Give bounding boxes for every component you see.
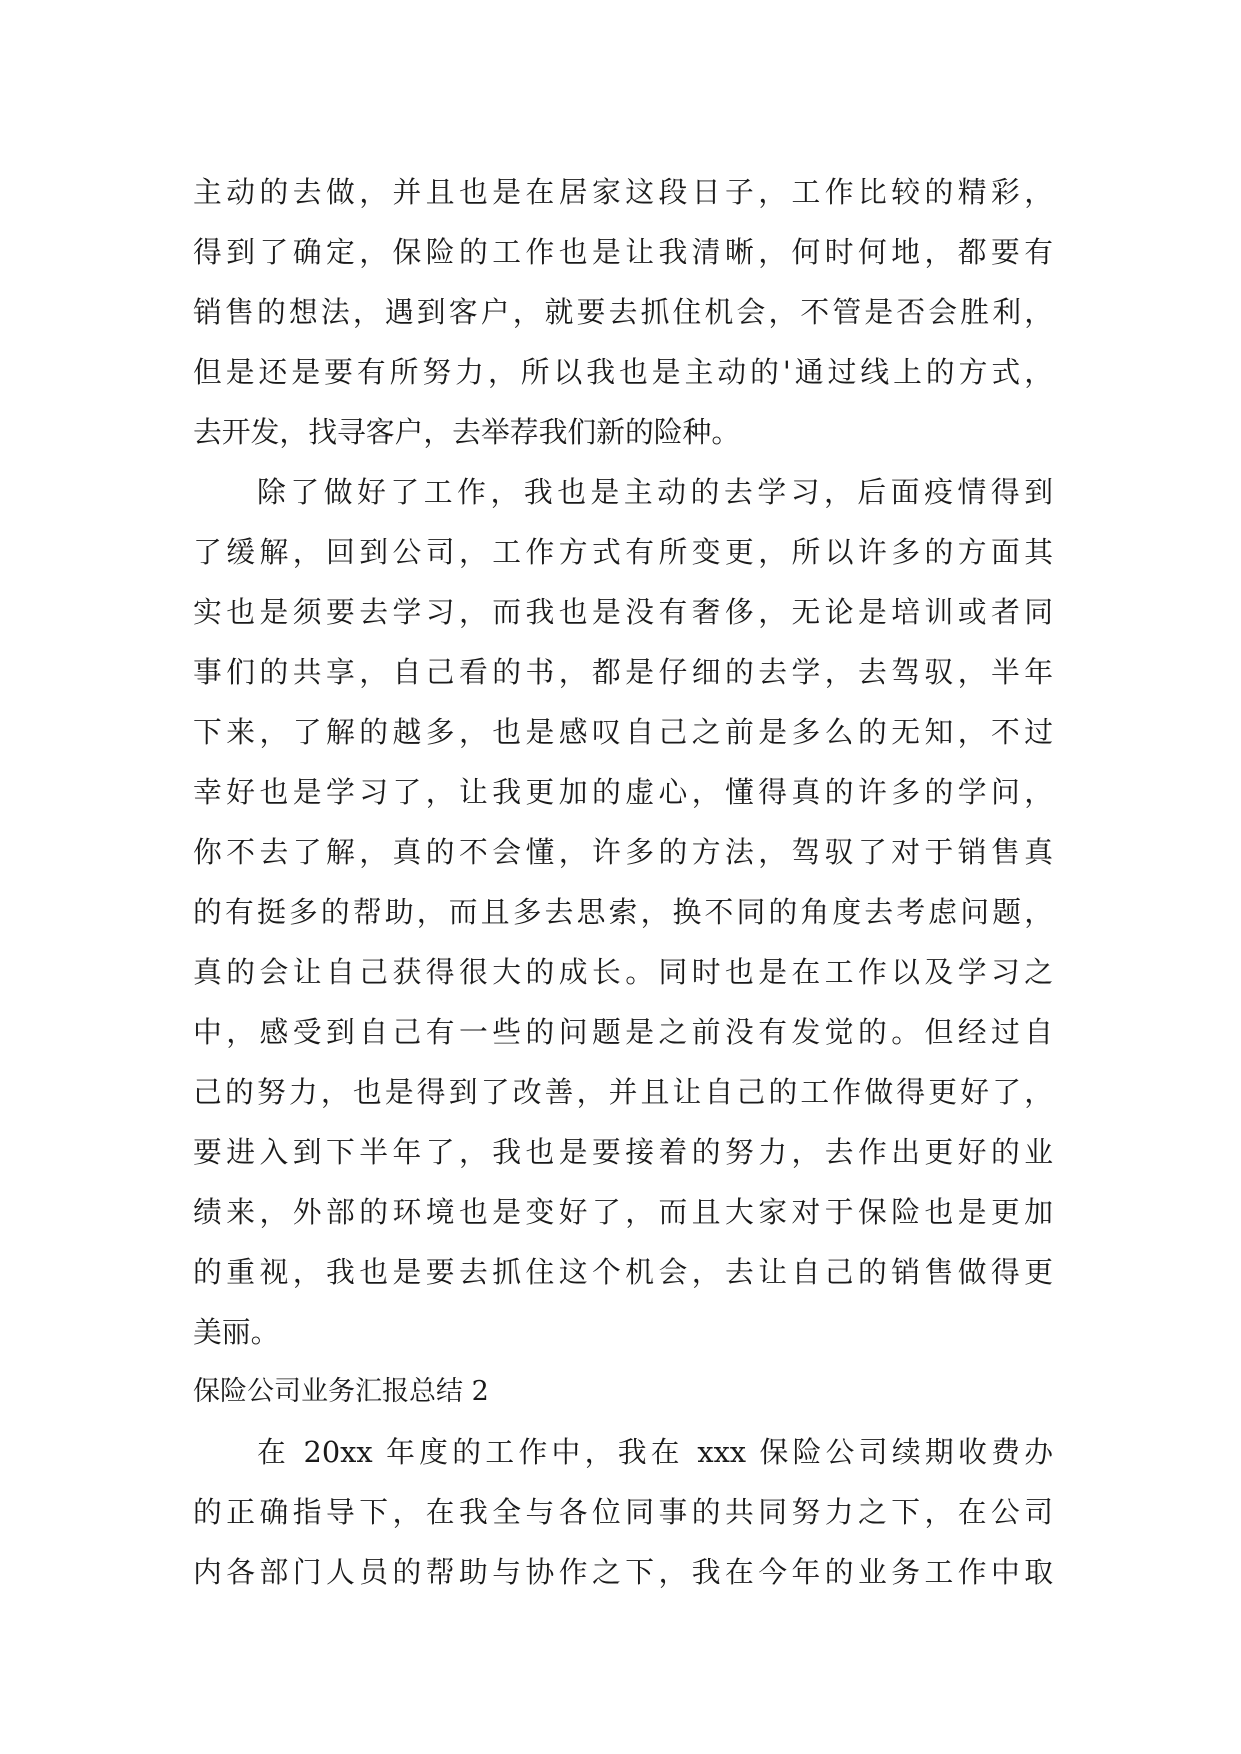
text-line: 去开发，找寻客户，去举荐我们新的险种。 — [193, 415, 741, 449]
text-line: 的有挺多的帮助，而且多去思索，换不同的角度去考虑问题， — [193, 895, 1053, 929]
text-line: 主动的去做，并且也是在居家这段日子，工作比较的精彩， — [193, 175, 1053, 209]
document-body — [193, 162, 1053, 1602]
text-line: 中，感受到自己有一些的问题是之前没有发觉的。但经过自 — [193, 1015, 1053, 1049]
text-line: 内各部门人员的帮助与协作之下，我在今年的业务工作中取 — [193, 1555, 1053, 1589]
paragraph — [193, 162, 1053, 462]
text-line: 美丽。 — [193, 1315, 280, 1349]
text-line: 但是还是要有所努力，所以我也是主动的'通过线上的方式， — [193, 355, 1053, 389]
text-line: 绩来，外部的环境也是变好了，而且大家对于保险也是更加 — [193, 1195, 1053, 1229]
text-line: 事们的共享，自己看的书，都是仔细的去学，去驾驭，半年 — [193, 655, 1053, 689]
paragraph — [193, 462, 1053, 1362]
text-line: 要进入到下半年了，我也是要接着的努力，去作出更好的业 — [193, 1135, 1053, 1169]
text-line: 在 20xx 年度的工作中，我在 xxx 保险公司续期收费办 — [257, 1435, 1053, 1469]
text-line: 你不去了解，真的不会懂，许多的方法，驾驭了对于销售真 — [193, 835, 1053, 869]
text-line: 得到了确定，保险的工作也是让我清晰，何时何地，都要有 — [193, 235, 1053, 269]
section-heading — [193, 1362, 1053, 1422]
text-line: 己的努力，也是得到了改善，并且让自己的工作做得更好了， — [193, 1075, 1053, 1109]
paragraph — [193, 1422, 1053, 1602]
text-line: 销售的想法，遇到客户，就要去抓住机会，不管是否会胜利， — [193, 295, 1053, 329]
text-line: 幸好也是学习了，让我更加的虚心，懂得真的许多的学问， — [193, 775, 1053, 809]
text-line: 除了做好了工作，我也是主动的去学习，后面疫情得到 — [257, 475, 1053, 509]
heading-text: 保险公司业务汇报总结 2 — [193, 1376, 489, 1407]
text-line: 下来，了解的越多，也是感叹自己之前是多么的无知，不过 — [193, 715, 1053, 749]
text-line: 的重视，我也是要去抓住这个机会，去让自己的销售做得更 — [193, 1255, 1053, 1289]
text-line: 了缓解，回到公司，工作方式有所变更，所以许多的方面其 — [193, 535, 1053, 569]
text-line: 实也是须要去学习，而我也是没有奢侈，无论是培训或者同 — [193, 595, 1053, 629]
text-line: 真的会让自己获得很大的成长。同时也是在工作以及学习之 — [193, 955, 1053, 989]
text-line: 的正确指导下，在我全与各位同事的共同努力之下，在公司 — [193, 1495, 1053, 1529]
